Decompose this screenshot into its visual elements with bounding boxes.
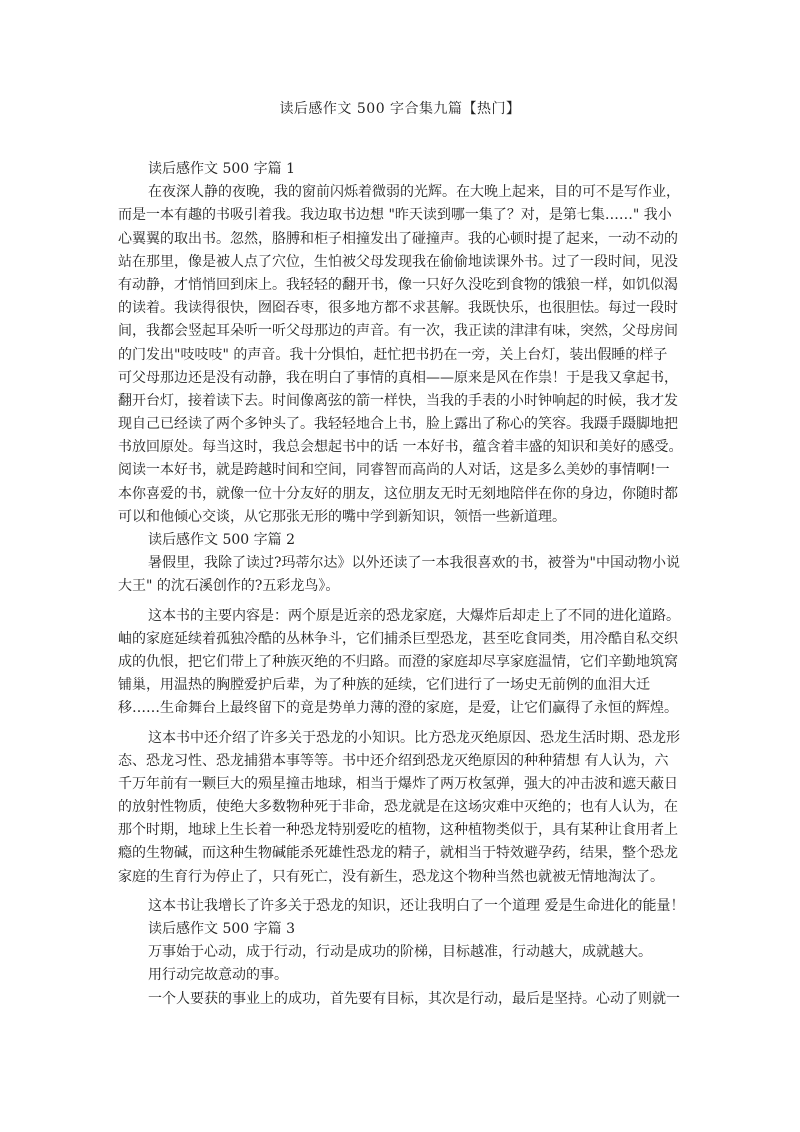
- text-line: 可父母那边还是没有动静，我在明白了事情的真相——原来是风在作祟！于是我又拿起书，: [118, 369, 678, 386]
- text-line: 在夜深人静的夜晚，我的窗前闪烁着微弱的光辉。在大晚上起来，目的可不是写作业，: [148, 184, 680, 201]
- text-line: 现自己已经读了两个多钟头了。我轻轻地合上书，脸上露出了称心的笑容。我蹑手蹑脚地把: [118, 416, 678, 433]
- text-line: 千万年前有一颗巨大的殒星撞击地球，相当于爆炸了两万枚氢弹，强大的冲击波和遮天蔽日: [118, 775, 678, 792]
- text-line: 大王" 的沈石溪创作的?五彩龙鸟》。: [118, 578, 340, 595]
- text-line: 阅读一本好书，就是跨越时间和空间，同睿智而高尚的人对话，这是多么美妙的事情啊!一: [118, 462, 670, 479]
- text-line: 的读着。我读得很快，囫囵吞枣，很多地方都不求甚解。我既快乐，也很胆怯。每过一段时: [118, 300, 678, 317]
- text-line: 暑假里，我除了读过?玛蒂尔达》以外还读了一本我很喜欢的书，被誉为"中国动物小说: [148, 555, 680, 572]
- text-line: 成的仇恨，把它们带上了种族灭绝的不归路。而澄的家庭却尽享家庭温情，它们辛勤地筑窝: [118, 653, 678, 670]
- document-body: [118, 158, 684, 1011]
- text-line: 万事始于心动，成于行动，行动是成功的阶梯，目标越准，行动越大，成就越大。: [148, 944, 652, 961]
- text-line: 铺巢，用温热的胸膛爱护后辈，为了种族的延续，它们进行了一场史无前例的血泪大迁: [118, 677, 650, 694]
- text-line: 间，我都会竖起耳朵听一听父母那边的声音。有一次，我正读的津津有味，突然，父母房间: [118, 323, 678, 340]
- text-line: 心翼翼的取出书。忽然，胳膊和柜子相撞发出了碰撞声。我的心顿时提了起来，一动不动的: [118, 230, 678, 247]
- text-line: 有动静，才悄悄回到床上。我轻轻的翻开书，像一只好久没吃到食物的饿狼一样，如饥似渴: [118, 276, 678, 293]
- text-line: 那个时期，地球上生长着一种恐龙特别爱吃的植物，这种植物类似于，具有某种让食用者上: [118, 822, 678, 839]
- text-line: 这本书的主要内容是：两个原是近亲的恐龙家庭，大爆炸后却走上了不同的进化道路。: [148, 607, 680, 624]
- text-line: 瘾的生物碱，而这种生物碱能杀死雄性恐龙的精子，就相当于特效避孕药，结果，整个恐龙: [118, 845, 678, 862]
- text-line: 站在那里，像是被人点了穴位，生怕被父母发现我在偷偷地读课外书。过了一段时间，见没: [118, 253, 678, 270]
- text-line: 这本书中还介绍了许多关于恐龙的小知识。比方恐龙灭绝原因、恐龙生活时期、恐龙形: [148, 729, 680, 746]
- text-line: 一个人要获的事业上的成功，首先要有目标，其次是行动，最后是坚持。心动了则就一: [148, 990, 680, 1007]
- section-heading: 读后感作文 500 字篇 3: [148, 921, 295, 937]
- text-line: 态、恐龙习性、恐龙捕猎本事等等。书中还介绍到恐龙灭绝原因的种种猜想 有人认为，六: [118, 752, 669, 769]
- text-line: 翻开台灯，接着读下去。时间像离弦的箭一样快，当我的手表的小时钟响起的时候，我才发: [118, 392, 678, 409]
- text-line: 的门发出"吱吱吱" 的声音。我十分惧怕，赶忙把书扔在一旁，关上台灯，装出假睡的样子: [118, 346, 668, 363]
- text-line: 的放射性物质，使绝大多数物种死于非命，恐龙就是在这场灾难中灭绝的；也有人认为，在: [118, 799, 678, 816]
- text-line: 本你喜爱的书，就像一位十分友好的朋友，这位朋友无时无刻地陪伴在你的身边，你随时都: [118, 485, 678, 502]
- text-line: 这本书让我增长了许多关于恐龙的知识，还让我明白了一个道理 爱是生命进化的能量！: [148, 897, 684, 914]
- text-line: 岫的家庭延续着孤独冷酷的丛林争斗，它们捕杀巨型恐龙，甚至吃食同类，用冷酷自私交织: [118, 630, 678, 647]
- text-line: 移……生命舞台上最终留下的竟是势单力薄的澄的家庭，是爱，让它们赢得了永恒的辉煌。: [118, 700, 678, 717]
- text-line: 而是一本有趣的书吸引着我。我边取书边想 "昨天读到哪一集了？对，是第七集……" 我小: [118, 207, 672, 224]
- text-line: 书放回原处。每当这时，我总会想起书中的话 一本好书，蕴含着丰盛的知识和美好的感受。: [118, 439, 683, 456]
- text-line: 用行动完故意动的事。: [148, 967, 288, 984]
- text-line: 家庭的生育行为停止了，只有死亡，没有新生，恐龙这个物种当然也就被无情地淘汰了。: [118, 868, 664, 885]
- text-line: 可以和他倾心交谈，从它那张无形的嘴中学到新知识，领悟一些新道理。: [118, 508, 566, 525]
- document-title: 读后感作文 500 字合集九篇【热门】: [279, 101, 521, 117]
- section-heading: 读后感作文 500 字篇 2: [148, 532, 295, 548]
- section-heading: 读后感作文 500 字篇 1: [148, 161, 295, 177]
